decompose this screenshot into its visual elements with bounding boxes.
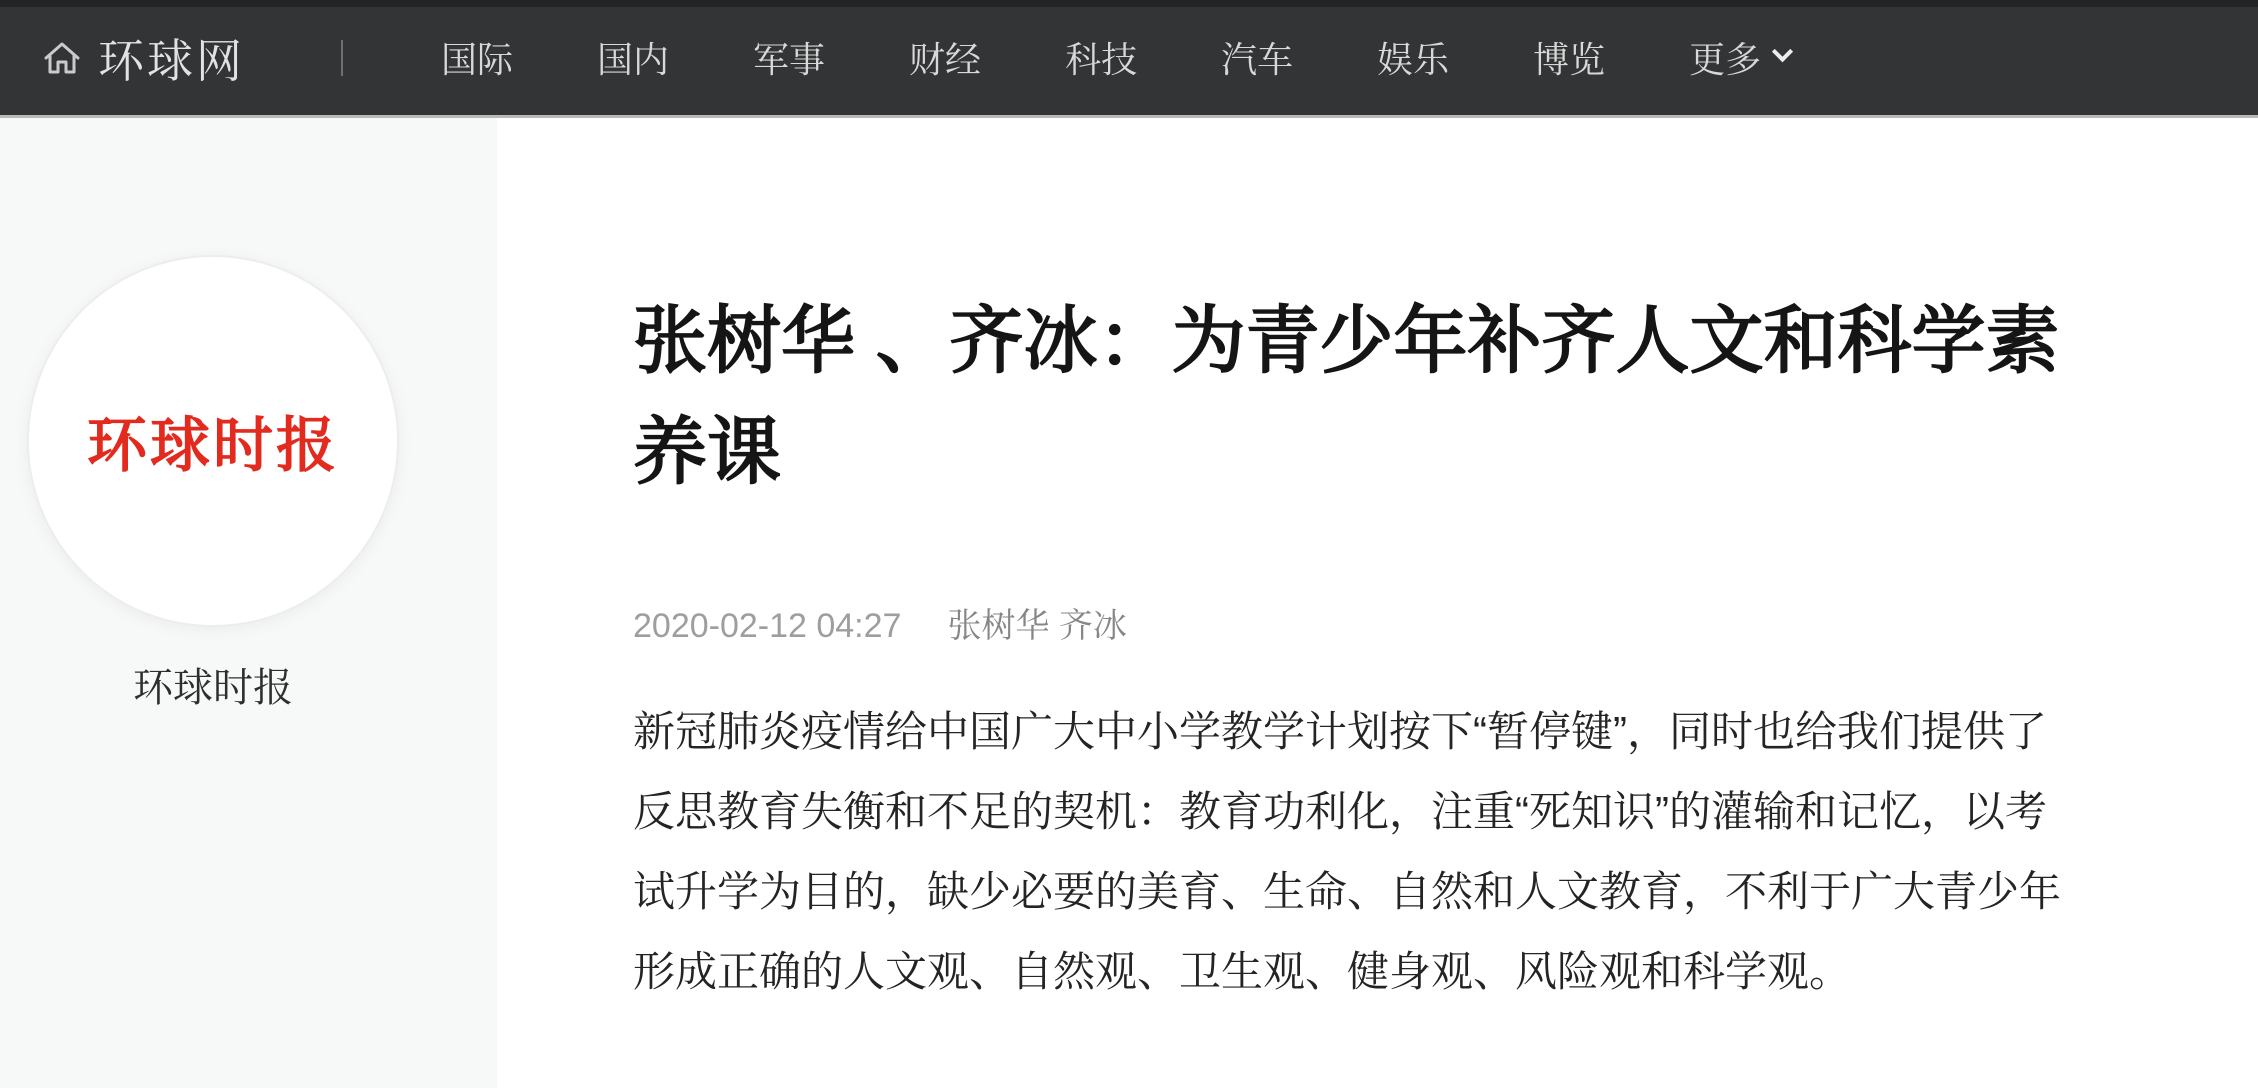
article-main xyxy=(497,118,2133,1088)
home-button[interactable] xyxy=(42,38,82,78)
article-paragraph xyxy=(633,692,2133,1012)
chevron-down-icon xyxy=(1772,41,1793,62)
article-meta xyxy=(633,606,2133,646)
nav-item-more[interactable] xyxy=(1689,32,1790,83)
nav-item-finance[interactable]: 财经 xyxy=(909,39,982,80)
publisher-name[interactable]: 环球时报 xyxy=(133,666,293,710)
article-body-line: 反思教育失衡和不足的契机：教育功利化，注重“死知识”的灌输和记忆，以考 xyxy=(633,788,2047,835)
nav-item-auto[interactable]: 汽车 xyxy=(1221,39,1294,80)
nav-item-more-label: 更多 xyxy=(1689,39,1762,80)
top-navbar xyxy=(0,0,2258,118)
nav-item-discovery[interactable]: 博览 xyxy=(1533,39,1606,80)
page-layout xyxy=(0,118,2258,1088)
home-icon xyxy=(42,38,82,78)
article-date: 2020-02-12 04:27 xyxy=(633,607,902,645)
nav-item-entertainment[interactable]: 娱乐 xyxy=(1377,39,1450,80)
page-title-line-1: 张树华 、齐冰：为青少年补齐人文和科学素 xyxy=(633,299,2060,382)
article-authors: 张树华 齐冰 xyxy=(947,607,1127,645)
nav-item-military[interactable]: 军事 xyxy=(753,39,826,80)
nav-divider xyxy=(341,40,343,76)
site-logo[interactable]: 环球网 xyxy=(98,34,245,87)
page-title xyxy=(633,285,2133,507)
nav-item-international[interactable]: 国际 xyxy=(441,39,514,80)
article-body-line: 试升学为目的，缺少必要的美育、生命、自然和人文教育，不利于广大青少年 xyxy=(633,868,2062,915)
publisher-sidebar xyxy=(0,118,497,1088)
nav-item-domestic[interactable]: 国内 xyxy=(597,39,670,80)
page-title-line-2: 养课 xyxy=(633,410,781,493)
publisher-avatar[interactable] xyxy=(27,255,399,627)
publisher-avatar-logo-text: 环球时报 xyxy=(87,412,339,479)
article-body-line: 形成正确的人文观、自然观、卫生观、健身观、风险观和科学观。 xyxy=(633,948,1852,995)
nav-item-tech[interactable]: 科技 xyxy=(1065,39,1138,80)
article-body-line: 新冠肺炎疫情给中国广大中小学教学计划按下“暂停键”，同时也给我们提供了 xyxy=(633,708,2047,755)
nav-menu xyxy=(441,32,1790,83)
